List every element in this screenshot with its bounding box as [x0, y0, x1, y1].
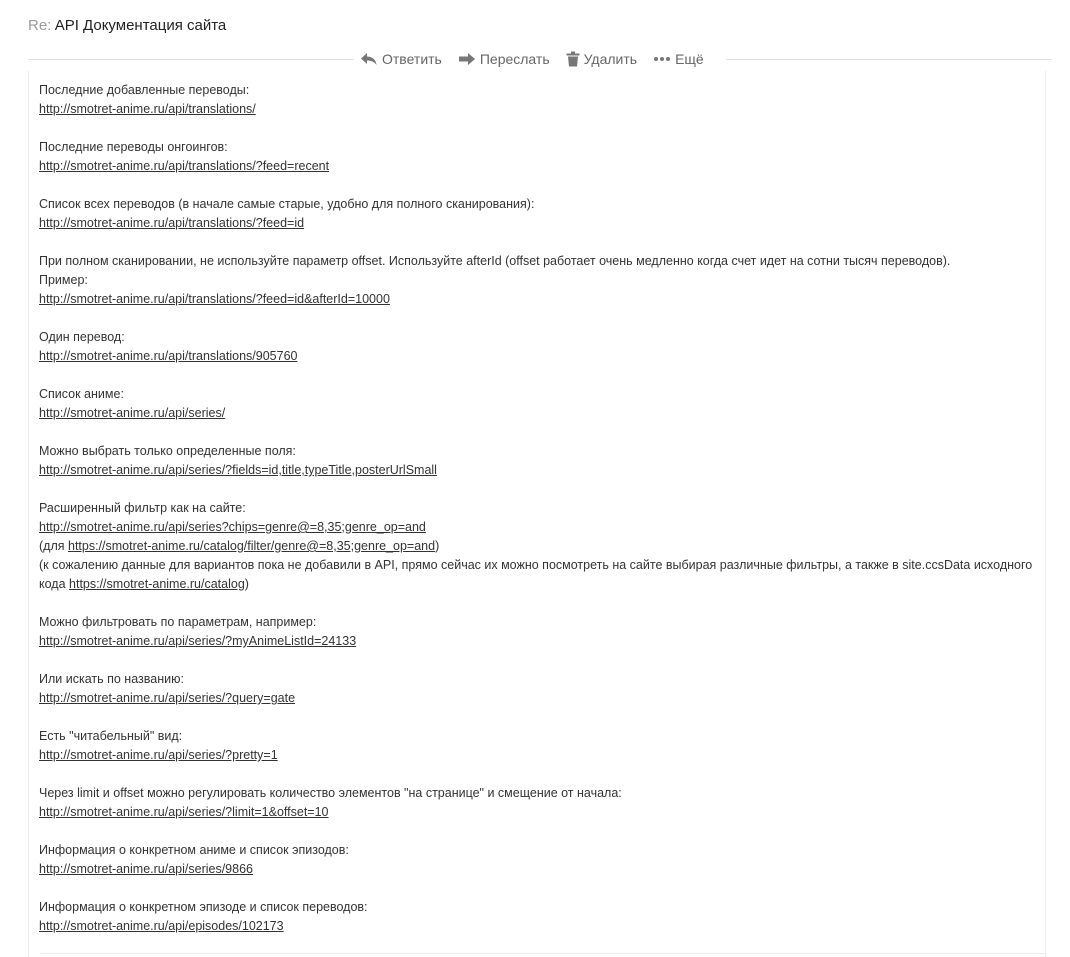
section-text: Последние переводы онгоингов: [39, 140, 228, 154]
section-text: Или искать по названию: [39, 672, 184, 686]
toolbar-divider-right [726, 59, 1052, 60]
section-note: (для https://smotret-anime.ru/catalog/filter/genre@=8,35;genre_op=and) [39, 539, 440, 553]
section-link[interactable]: http://smotret-anime.ru/api/series/?limit=1&offset=10 [39, 805, 329, 819]
more-button[interactable] [653, 51, 704, 67]
section-link[interactable]: http://smotret-anime.ru/api/series/ [39, 406, 226, 420]
catalog-link[interactable]: https://smotret-anime.ru/catalog [69, 577, 245, 591]
message-body [39, 81, 1034, 955]
section-series-list [39, 385, 1034, 423]
section-pretty [39, 727, 1034, 765]
section-link[interactable]: http://smotret-anime.ru/api/series/?query=gate [39, 691, 296, 705]
section-series-info [39, 841, 1034, 879]
section-text: Список всех переводов (в начале самые старые, удобно для полного сканирования): [39, 197, 535, 211]
delete-button[interactable] [566, 51, 637, 67]
section-link[interactable]: http://smotret-anime.ru/api/series/9866 [39, 862, 253, 876]
more-dots-icon [653, 56, 671, 62]
section-text: Последние добавленные переводы: [39, 83, 250, 97]
section-latest-translations [39, 81, 1034, 119]
catalog-filter-link[interactable]: https://smotret-anime.ru/catalog/filter/genre@=8,35;genre_op=and [68, 539, 436, 553]
section-text: Можно фильтровать по параметрам, например: [39, 615, 317, 629]
section-link[interactable]: http://smotret-anime.ru/api/translations/?feed=id&afterId=10000 [39, 292, 390, 306]
section-search-by-name [39, 670, 1034, 708]
section-text: Информация о конкретном эпизоде и список переводов: [39, 900, 368, 914]
trash-icon [566, 51, 580, 67]
forward-icon [458, 52, 476, 66]
section-link[interactable]: http://smotret-anime.ru/api/series/?pretty=1 [39, 748, 278, 762]
section-link[interactable]: http://smotret-anime.ru/api/translations/?feed=id [39, 216, 305, 230]
section-full-scan [39, 252, 1034, 309]
section-text: При полном сканировании, не используйте параметр offset. Используйте afterId (offset работает очень медленно когда счет идет на сотни тысяч переводов). [39, 254, 951, 268]
forward-label: Переслать [479, 51, 550, 67]
toolbar-divider-left [28, 59, 354, 60]
section-single-translation [39, 328, 1034, 366]
subject-prefix: Re: [28, 17, 52, 34]
more-label: Ещё [675, 51, 704, 67]
section-text: Список аниме: [39, 387, 124, 401]
reply-icon [360, 52, 378, 66]
section-fields [39, 442, 1034, 480]
section-text: Через limit и offset можно регулировать количество элементов "на странице" и смещение от начала: [39, 786, 622, 800]
section-link[interactable]: http://smotret-anime.ru/api/series/?myAnimeListId=24133 [39, 634, 357, 648]
section-link[interactable]: http://smotret-anime.ru/api/series/?fields=id,title,typeTitle,posterUrlSmall [39, 463, 437, 477]
section-filter-params [39, 613, 1034, 651]
section-link[interactable]: http://smotret-anime.ru/api/translations/905760 [39, 349, 298, 363]
section-text: Есть "читабельный" вид: [39, 729, 183, 743]
section-text: Информация о конкретном аниме и список эпизодов: [39, 843, 349, 857]
section-text: Расширенный фильтр как на сайте: [39, 501, 246, 515]
section-episode-info [39, 898, 1034, 936]
reply-button[interactable] [360, 51, 442, 67]
section-link[interactable]: http://smotret-anime.ru/api/translations/ [39, 102, 256, 116]
section-link[interactable]: http://smotret-anime.ru/api/series?chips=genre@=8,35;genre_op=and [39, 520, 426, 534]
section-link[interactable]: http://smotret-anime.ru/api/episodes/102173 [39, 919, 284, 933]
section-extended-filter [39, 499, 1034, 594]
section-note-2: (к сожалению данные для вариантов пока не добавили в API, прямо сейчас их можно посмотреть на сайте выбирая различные фильтры, а также в site.ccsData исходного кода https://smotret-anime.ru/catalog) [39, 558, 1033, 591]
section-ongoing-translations [39, 138, 1034, 176]
forward-button[interactable] [458, 51, 550, 67]
reply-label: Ответить [382, 51, 442, 67]
section-text: Можно выбрать только определенные поля: [39, 444, 296, 458]
section-text: Один перевод: [39, 330, 125, 344]
section-all-translations [39, 195, 1034, 233]
section-text-example: Пример: [39, 273, 88, 287]
delete-label: Удалить [583, 51, 638, 67]
section-limit-offset [39, 784, 1034, 822]
subject-title: API Документация сайта [54, 17, 227, 34]
email-subject [28, 15, 226, 37]
message-toolbar [360, 48, 704, 70]
section-link[interactable]: http://smotret-anime.ru/api/translations/?feed=recent [39, 159, 330, 173]
